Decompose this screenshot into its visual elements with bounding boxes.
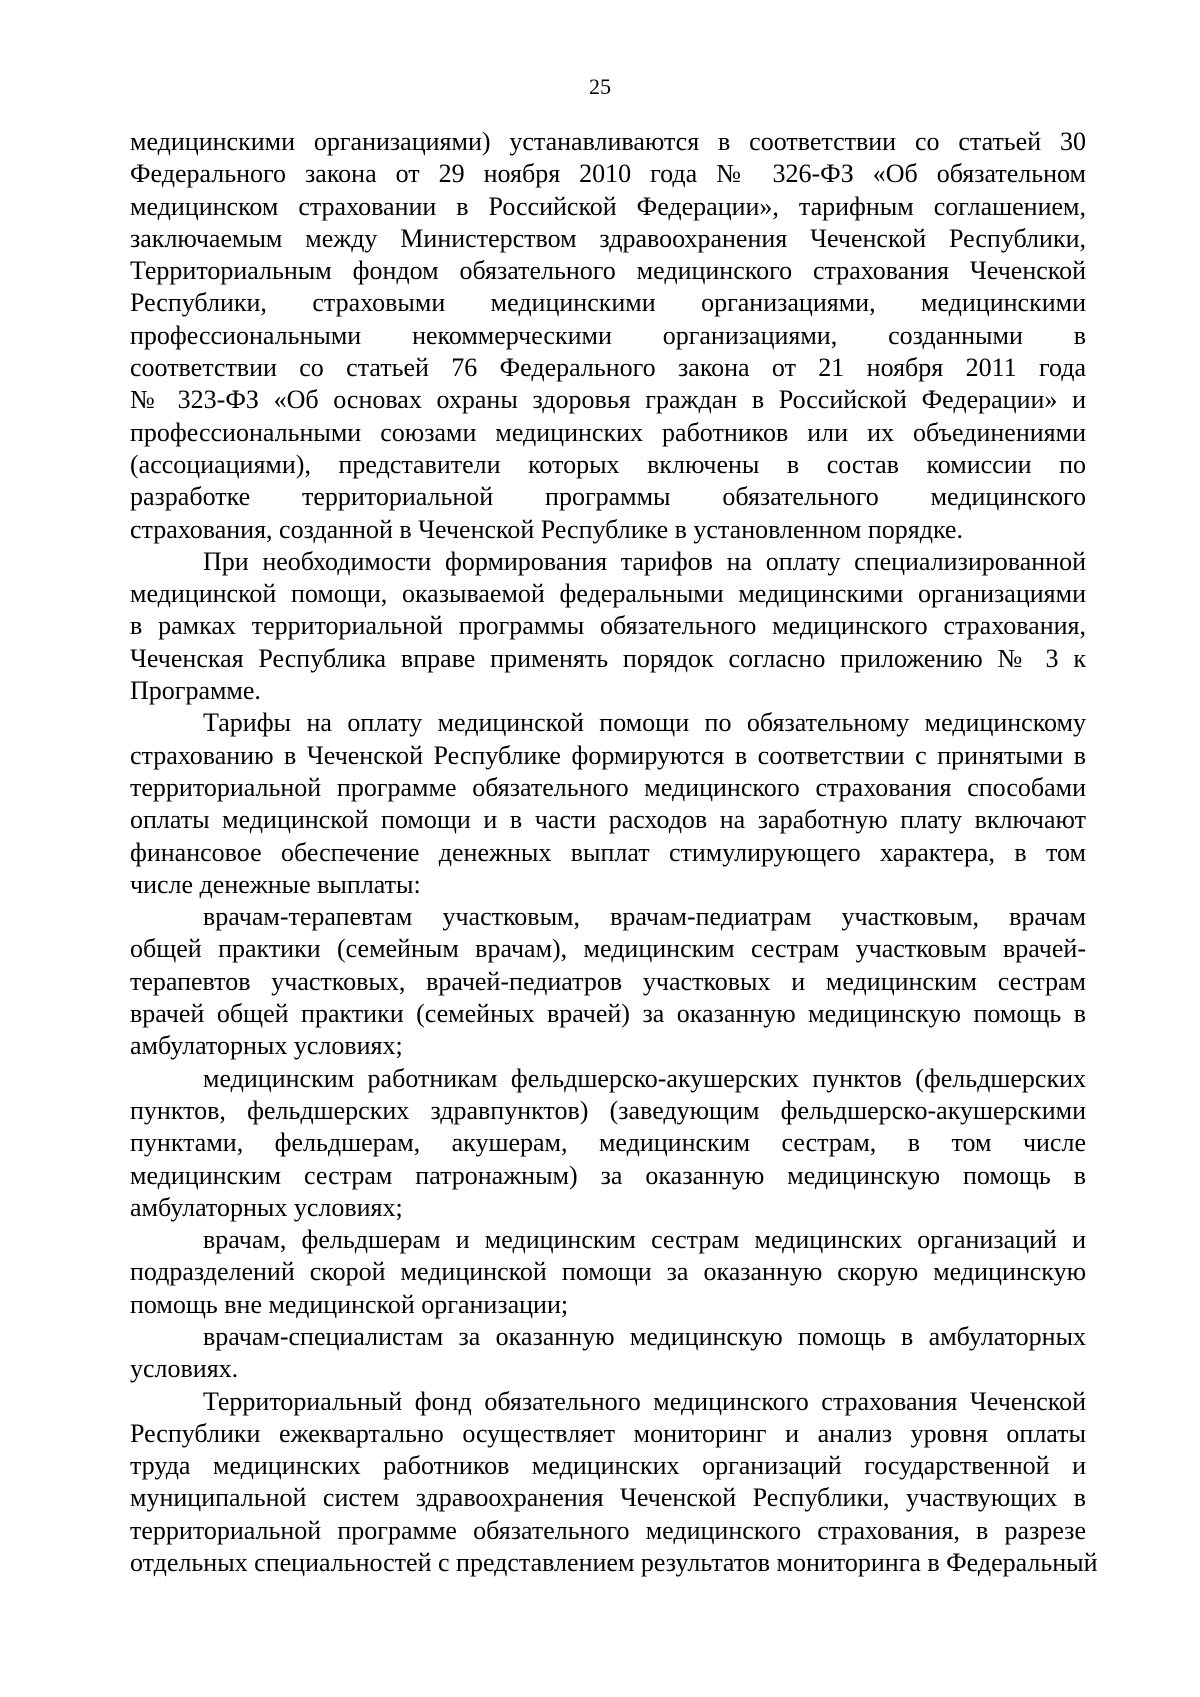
text-line: профессиональными некоммерческими организациями, созданными в [130, 320, 1086, 350]
text-line: труда медицинских работников медицинских организаций государственной и [130, 1451, 1086, 1481]
text-line: заключаемым между Министерством здравоохранения Чеченской Республики, [130, 223, 1086, 253]
text-line: страхованию в Чеченской Республике формируются в соответствии с принятыми в [130, 740, 1086, 770]
text-line: амбулаторных условиях; [130, 1031, 403, 1061]
text-line: общей практики (семейным врачам), медицинским сестрам участковым врачей- [130, 934, 1086, 964]
text-line: медицинской помощи, оказываемой федеральными медицинскими организациями [130, 579, 1086, 609]
text-line: пунктов, фельдшерских здравпунктов) (заведующим фельдшерско-акушерскими [130, 1095, 1086, 1125]
paragraph [130, 546, 1086, 707]
text-line: профессиональными союзами медицинских работников или их объединениями [130, 417, 1086, 447]
text-line: врачам-специалистам за оказанную медицинскую помощь в амбулаторных [203, 1321, 1086, 1351]
text-line: Республики ежеквартально осуществляет мониторинг и анализ уровня оплаты [130, 1418, 1086, 1448]
text-line: помощь вне медицинской организации; [130, 1289, 569, 1319]
paragraph [130, 707, 1086, 901]
text-line: Программе. [130, 676, 261, 706]
text-line: терапевтов участковых, врачей-педиатров участковых и медицинским сестрам [130, 966, 1086, 996]
paragraph [130, 1386, 1098, 1580]
text-line: оплаты медицинской помощи и в части расходов на заработную плату включают [130, 805, 1086, 835]
document-body [130, 126, 1098, 1579]
text-line: амбулаторных условиях; [130, 1192, 403, 1222]
text-line: врачам-терапевтам участковым, врачам-педиатрам участковым, врачам [203, 902, 1086, 932]
text-line: врачам, фельдшерам и медицинским сестрам медицинских организаций и [203, 1225, 1086, 1255]
page-number: 25 [589, 74, 611, 99]
text-line: медицинским работникам фельдшерско-акушерских пунктов (фельдшерских [203, 1063, 1086, 1093]
text-line: Республики, страховыми медицинскими организациями, медицинскими [130, 288, 1086, 318]
text-line: разработке территориальной программы обязательного медицинского [130, 482, 1086, 512]
text-line: условиях. [130, 1354, 239, 1384]
text-line: При необходимости формирования тарифов на оплату специализированной [203, 546, 1086, 576]
text-line: страхования, созданной в Чеченской Республике в установленном порядке. [130, 514, 963, 544]
paragraph [130, 126, 1086, 546]
text-line: № 323-ФЗ «Об основах охраны здоровья граждан в Российской Федерации» и [130, 385, 1086, 415]
text-line: подразделений скорой медицинской помощи за оказанную скорую медицинскую [130, 1257, 1086, 1287]
text-line: финансовое обеспечение денежных выплат стимулирующего характера, в том [130, 837, 1086, 867]
text-line: территориальной программе обязательного медицинского страхования, в разрезе [130, 1515, 1086, 1545]
paragraph [130, 1321, 1086, 1386]
text-line: Чеченская Республика вправе применять порядок согласно приложению № 3 к [130, 643, 1086, 673]
text-line: (ассоциациями), представители которых включены в состав комиссии по [130, 449, 1086, 479]
paragraph [130, 901, 1086, 1062]
text-line: числе денежные выплаты: [130, 869, 421, 899]
text-line: пунктами, фельдшерам, акушерам, медицинским сестрам, в том числе [130, 1128, 1086, 1158]
paragraph [130, 1224, 1086, 1321]
paragraph [130, 1063, 1086, 1224]
text-line: муниципальной систем здравоохранения Чеченской Республики, участвующих в [130, 1483, 1086, 1513]
text-line: Территориальный фонд обязательного медицинского страхования Чеченской [203, 1386, 1086, 1416]
text-line: Территориальным фондом обязательного медицинского страхования Чеченской [130, 256, 1086, 286]
text-line: медицинскими организациями) устанавливаются в соответствии со статьей 30 [130, 127, 1086, 156]
text-line: Федерального закона от 29 ноября 2010 года № 326-ФЗ «Об обязательном [130, 159, 1086, 189]
text-line: Тарифы на оплату медицинской помощи по обязательному медицинскому [203, 708, 1086, 738]
text-line: медицинским сестрам патронажным) за оказанную медицинскую помощь в [130, 1160, 1086, 1190]
text-line: в рамках территориальной программы обязательного медицинского страхования, [130, 611, 1086, 641]
text-line: соответствии со статьей 76 Федерального закона от 21 ноября 2011 года [130, 353, 1086, 383]
text-line: отдельных специальностей с представлением результатов мониторинга в Федеральный [130, 1548, 1098, 1578]
text-line: врачей общей практики (семейных врачей) за оказанную медицинскую помощь в [130, 999, 1086, 1029]
text-line: территориальной программе обязательного медицинского страхования способами [130, 772, 1086, 802]
text-line: медицинском страховании в Российской Федерации», тарифным соглашением, [130, 191, 1086, 221]
